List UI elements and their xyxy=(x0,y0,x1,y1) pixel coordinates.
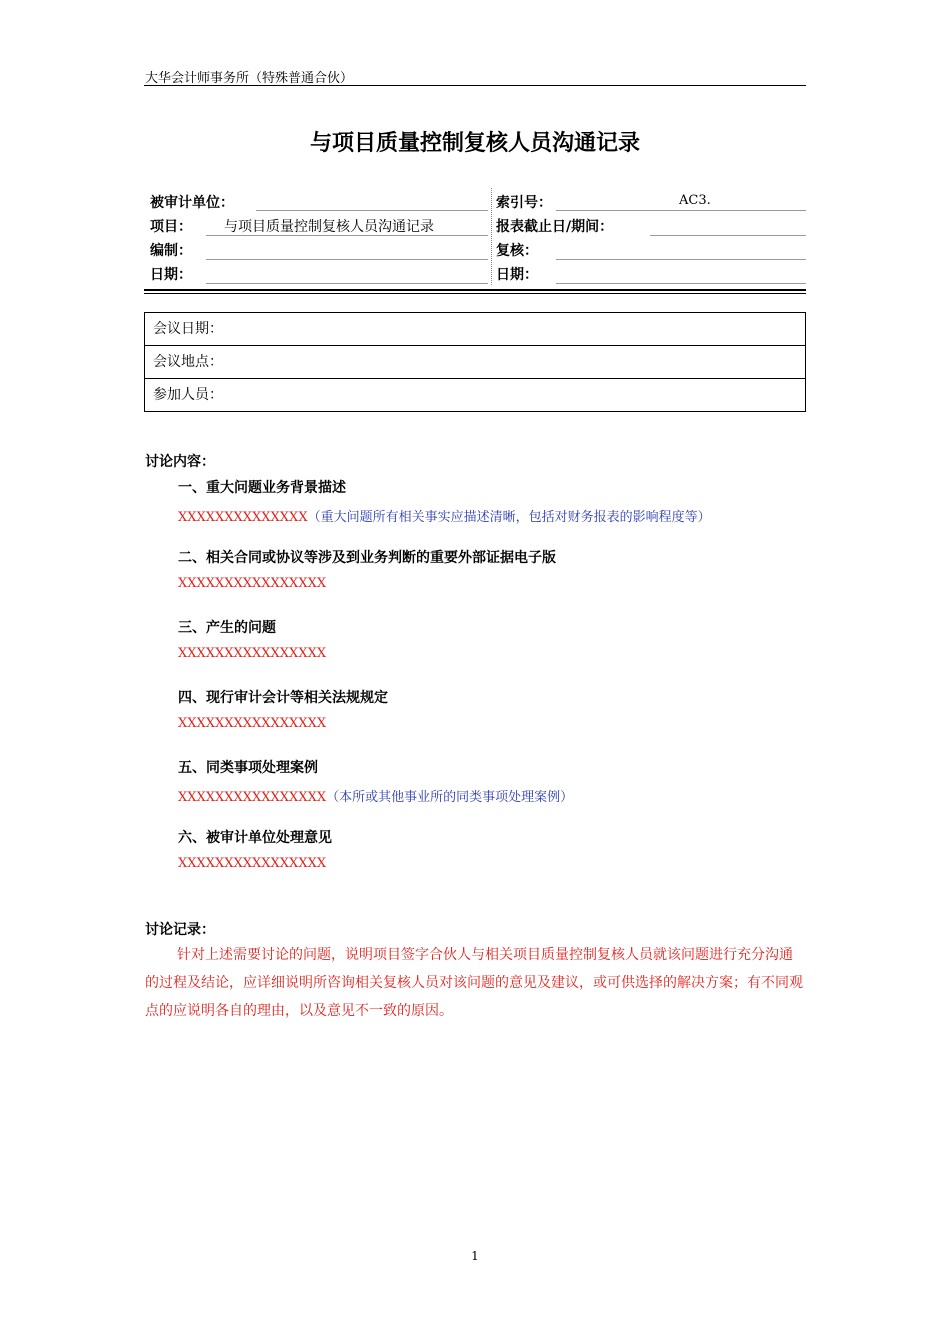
prepared-label: 编制： xyxy=(150,243,192,259)
firm-name: 大华会计师事务所（特殊普通合伙） xyxy=(145,71,354,86)
auditee-field[interactable] xyxy=(256,210,488,211)
record-label: 讨论记录： xyxy=(145,922,215,938)
section-note: （本所或其他事业所的同类事项处理案例） xyxy=(326,790,574,805)
index-label: 索引号： xyxy=(496,195,552,211)
info-bottom-rule xyxy=(144,289,806,291)
record-text: 针对上述需要讨论的问题，说明项目签字合伙人与相关项目质量控制复核人员就该问题进行充分沟通的过程及结论，应详细说明所咨询相关复核人员对该问题的意见及建议，或可供选择的解决方案；有不同观点的应说明各自的理由，以及意见不一致的原因。 xyxy=(145,947,803,1019)
section-heading: 四、现行审计会计等相关法规规定 xyxy=(178,690,388,706)
date-field-left[interactable] xyxy=(206,283,488,284)
section-placeholder: XXXXXXXXXXXXXXXX xyxy=(178,576,327,591)
period-field[interactable] xyxy=(650,235,806,236)
meeting-attendees-row[interactable] xyxy=(145,379,805,411)
index-value: AC3. xyxy=(679,193,711,208)
header-rule xyxy=(144,85,806,86)
date-field-right[interactable] xyxy=(556,283,806,284)
section-placeholder: XXXXXXXXXXXXXXXX xyxy=(178,646,327,661)
auditee-label: 被审计单位： xyxy=(150,195,234,211)
meeting-attendees-label: 参加人员： xyxy=(153,387,223,403)
project-value: 与项目质量控制复核人员沟通记录 xyxy=(224,219,434,235)
meeting-table xyxy=(144,312,806,412)
project-field[interactable] xyxy=(206,235,488,236)
meeting-date-row[interactable] xyxy=(145,313,805,346)
project-label: 项目： xyxy=(150,219,192,235)
section-heading: 五、同类事项处理案例 xyxy=(178,760,318,776)
section-heading: 二、相关合同或协议等涉及到业务判断的重要外部证据电子版 xyxy=(178,550,556,566)
date-label-left: 日期： xyxy=(150,267,192,283)
meeting-place-row[interactable] xyxy=(145,346,805,379)
section-content xyxy=(178,506,711,525)
period-label: 报表截止日/期间： xyxy=(496,219,614,235)
section-note: （重大问题所有相关事实应描述清晰，包括对财务报表的影响程度等） xyxy=(307,510,711,525)
section-placeholder: XXXXXXXXXXXXXXXX xyxy=(178,790,327,805)
meeting-date-label: 会议日期： xyxy=(153,321,223,337)
index-field[interactable] xyxy=(556,210,806,211)
section-placeholder: XXXXXXXXXXXXXX xyxy=(178,510,308,525)
section-placeholder: XXXXXXXXXXXXXXXX xyxy=(178,716,327,731)
info-bottom-rule-thin xyxy=(144,293,806,294)
prepared-field[interactable] xyxy=(206,259,488,260)
info-divider xyxy=(491,188,492,285)
reviewed-label: 复核： xyxy=(496,243,538,259)
reviewed-field[interactable] xyxy=(556,259,806,260)
section-content xyxy=(178,716,326,731)
page-title: 与项目质量控制复核人员沟通记录 xyxy=(309,131,640,156)
section-placeholder: XXXXXXXXXXXXXXXX xyxy=(178,856,327,871)
page-number: 1 xyxy=(471,1249,479,1263)
meeting-place-label: 会议地点： xyxy=(153,354,223,370)
section-heading: 一、重大问题业务背景描述 xyxy=(178,480,346,496)
section-content xyxy=(178,856,326,871)
section-content xyxy=(178,576,326,591)
section-heading: 三、产生的问题 xyxy=(178,620,276,636)
section-content xyxy=(178,786,573,805)
info-block xyxy=(144,186,806,287)
date-label-right: 日期： xyxy=(496,267,538,283)
discussion-label: 讨论内容： xyxy=(145,454,215,470)
section-heading: 六、被审计单位处理意见 xyxy=(178,830,332,846)
section-content xyxy=(178,646,326,661)
